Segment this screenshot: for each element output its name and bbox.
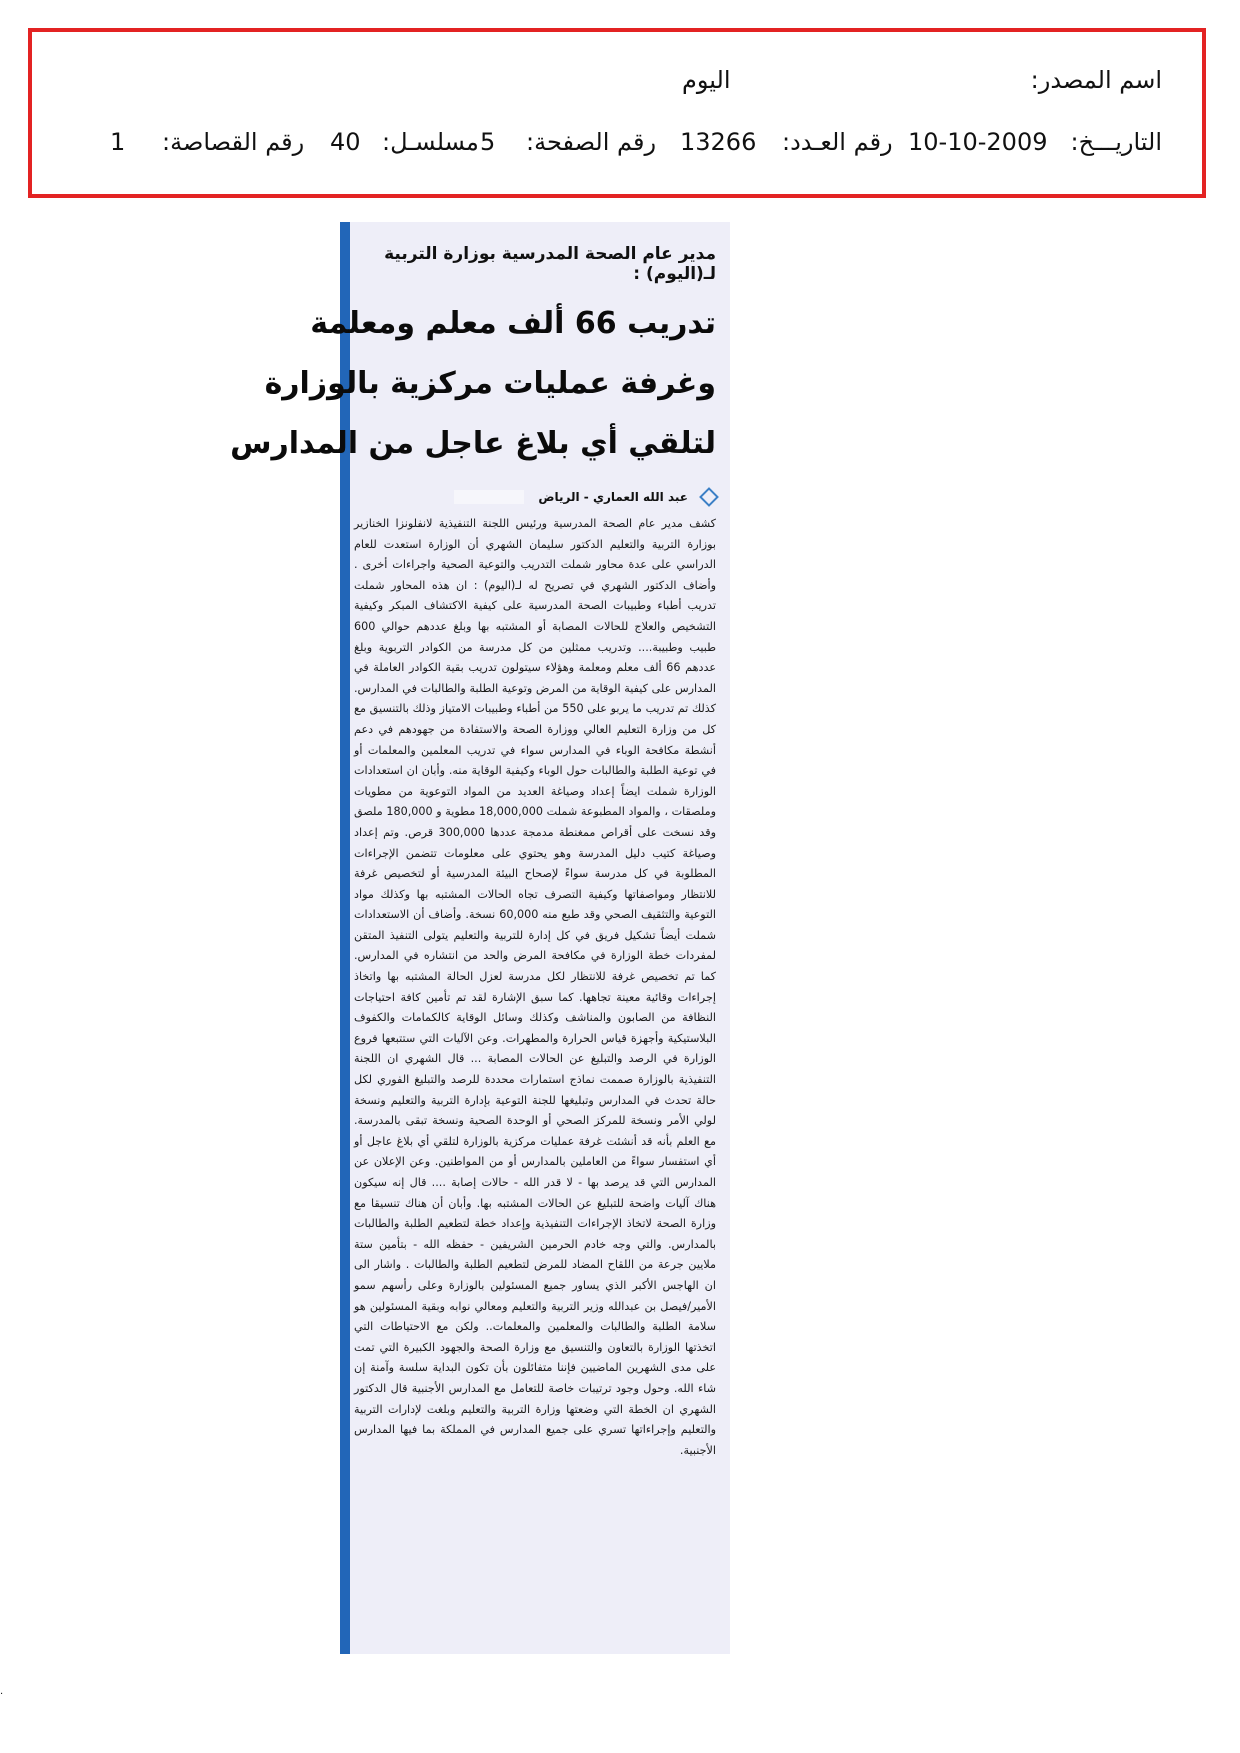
date-label: التاريـــخ: (1070, 128, 1162, 156)
clip-number-label: رقم القصاصة: (162, 128, 305, 156)
headline-line: وغرفة عمليات مركزية بالوزارة (264, 366, 716, 401)
redacted-block (454, 490, 524, 504)
scan-artifact: . (0, 1686, 4, 1697)
article-headline (230, 294, 716, 474)
issue-value: 13266 (680, 128, 757, 156)
issue-label: رقم العـدد: (782, 128, 893, 156)
newspaper-clipping (230, 222, 730, 1654)
serial-value: 40 (330, 128, 361, 156)
article-kicker: مدير عام الصحة المدرسية بوزارة التربية لـ(اليوم) : (384, 244, 716, 284)
clip-number-value: 1 (110, 128, 126, 156)
diamond-icon (699, 487, 719, 507)
source-name: اليوم (682, 66, 731, 94)
page-value: 5 (480, 128, 496, 156)
article-body: كشف مدير عام الصحة المدرسية ورئيس اللجنة التنفيذية لانفلونزا الخنازير بوزارة التربية والتعليم الدكتور سليمان الشهري أن الوزارة استعدت للعام الدراسي على عدة محاور شملت التدريب والتوعية الصحية واجراءات أخرى . وأضاف الدكتور الشهري في تصريح له لـ(اليوم) : ان هذه المحاور شملت تدريب أطباء وطبيبات الصحة المدرسية على كيفية الاكتشاف المبكر وكيفية التشخيص والعلاج للحالات المصابة أو المشتبه بها وبلغ عددهم حوالي 600 طبيب وطبيبة.... وتدريب ممثلين من كل مدرسة من الكوادر التربوية وبلغ عددهم 66 ألف معلم ومعلمة وهؤلاء سيتولون تدريب بقية الكوادر العاملة في المدارس على كيفية الوقاية من المرض وتوعية الطلبة والطالبات في المدارس. كذلك تم تدريب ما يربو على 550 من أطباء وطبيبات الامتياز وذلك بالتنسيق مع كل من وزارة التعليم العالي ووزارة الصحة والاستفادة من جهودهم في دعم أنشطة مكافحة الوباء في المدارس سواء في تدريب المعلمين والمعلمات أو في توعية الطلبة والطالبات حول الوباء وكيفية الوقاية منه. وأبان ان استعدادات الوزارة شملت ايضاً إعداد وصياغة العديد من المواد التوعوية من مطويات وملصقات ، والمواد المطبوعة شملت 18,000,000 مطوية و 180,000 ملصق وقد نسخت على أقراص ممغنطة مدمجة عددها 300,000 قرص. وتم إعداد وصياغة كتيب دليل المدرسة وهو يحتوي على معلومات تتضمن الإجراءات المطلوبة في كل مدرسة سواءً لإصحاح البيئة المدرسية أو لتخصيص غرفة للانتظار ومواصفاتها وكيفية التصرف تجاه الحالات المشتبه بها وكذلك مواد التوعية والتثقيف الصحي وقد طبع منه 60,000 نسخة. وأضاف أن الاستعدادات شملت أيضاً تشكيل فريق في كل إدارة للتربية والتعليم يتولى التنفيذ المتقن لمفردات خطة الوزارة في مكافحة المرض والحد من انتشاره في المدارس. كما تم تخصيص غرفة للانتظار لكل مدرسة لعزل الحالة المشتبه بها واتخاذ إجراءات وقائية معينة تجاهها. كما سبق الإشارة لقد تم تأمين كافة احتياجات النظافة من الصابون والمناشف وكذلك وسائل الوقاية كالكمامات والكفوف البلاستيكية وأجهزة قياس الحرارة والمطهرات. وعن الآليات التي ستتبعها فروع الوزارة في الرصد والتبليغ عن الحالات المصابة ... قال الشهري ان اللجنة التنفيذية بالوزارة صممت نماذج استمارات محددة للرصد والتبليغ الفوري لكل حالة تحدث في المدارس وتبليغها للجنة التوعية بإدارة التربية والتعليم ونسخة لولي الأمر ونسخة للمركز الصحي أو الوحدة الصحية ونسخة تبقى بالمدرسة. مع العلم بأنه قد أنشئت غرفة عمليات مركزية بالوزارة لتلقي أي بلاغ عاجل أو أي استفسار سواءً من العاملين بالمدارس أو من المواطنين. وعن الإعلان عن المدارس التي قد يرصد بها - لا قدر الله - حالات إصابة .... قال إنه سيكون هناك آليات واضحة للتبليغ عن الحالات المشتبه بها. وأبان أن هناك تنسيقا مع وزارة الصحة لاتخاذ الإجراءات التنفيذية وإعداد خطة لتطعيم الطلبة والطالبات بالمدارس. والتي وجه خادم الحرمين الشريفين - حفظه الله - بتأمين ستة ملايين جرعة من اللقاح المضاد للمرض لتطعيم الطلبة والطالبات . واشار الى ان الهاجس الأكبر الذي يساور جميع المسئولين بالوزارة وعلى رأسهم سمو الأمير/فيصل بن عبدالله وزير التربية والتعليم ومعالي نوابه وبقية المسئولين هو سلامة الطلبة والطالبات والمعلمين والمعلمات.. ولكن مع الاحتياطات التي اتخذتها الوزارة بالتعاون والتنسيق مع وزارة الصحة والجهود الكبيرة التي تمت على مدى الشهرين الماضيين فإننا متفائلون بأن تكون البداية سلسة وآمنة إن شاء الله. وحول وجود ترتيبات خاصة للتعامل مع المدارس الأجنبية قال الدكتور الشهري ان الخطة التي وضعتها وزارة التربية والتعليم وبلغت لإدارات التربية والتعليم وإجراءاتها تسري على جميع المدارس في المملكة بما فيها المدارس الأجنبية. (354, 517, 717, 1457)
headline-line: تدريب 66 ألف معلم ومعلمة (310, 306, 716, 341)
serial-label: مسلسـل: (382, 128, 479, 156)
page-label: رقم الصفحة: (526, 128, 657, 156)
source-label: اسم المصدر: (1030, 66, 1162, 94)
headline-line: لتلقي أي بلاغ عاجل من المدارس (230, 426, 716, 461)
article-byline (356, 490, 716, 504)
clipping-metadata-box (28, 28, 1206, 198)
byline-text: عبد الله العماري - الرياض (538, 490, 688, 504)
date-value: 10-10-2009 (908, 128, 1048, 156)
